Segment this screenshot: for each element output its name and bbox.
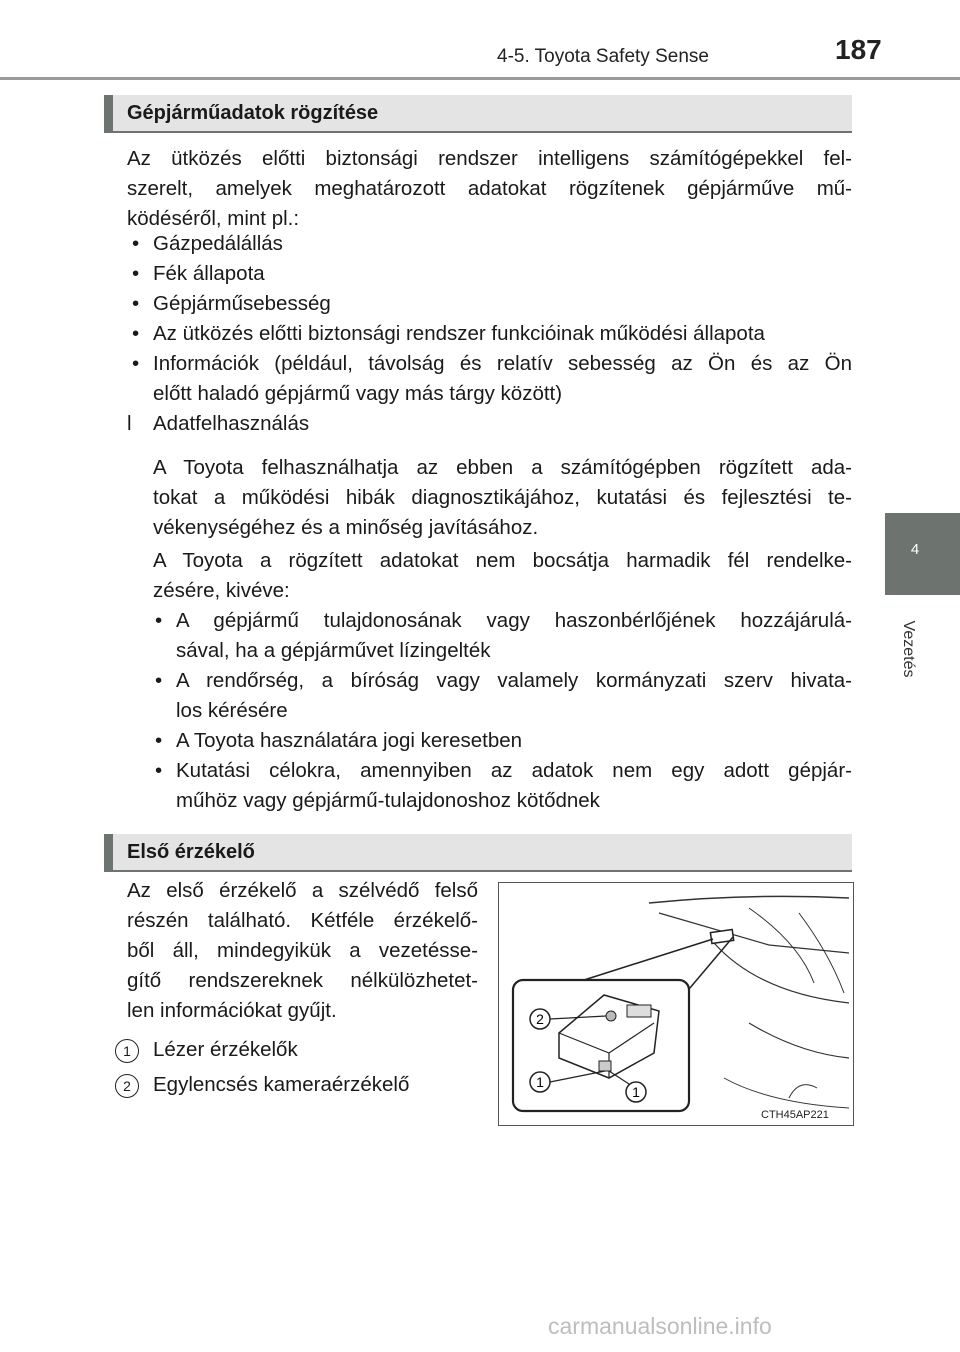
list-item-text: Az ütközés előtti biztonsági rendszer funkcióinak működési állapota <box>153 322 765 345</box>
section-title: Első érzékelő <box>127 841 255 863</box>
section2-text <box>127 876 478 1026</box>
list-item <box>132 319 852 349</box>
page-number: 187 <box>835 34 882 65</box>
list-item-text: A Toyota használatára jogi keresetben <box>176 729 523 752</box>
bullet-icon: • <box>132 292 140 315</box>
figure-callout: 2 <box>536 1011 544 1027</box>
list-item <box>155 756 852 816</box>
windshield-sensor-illustration <box>499 883 853 1125</box>
watermark: carmanualsonline.info <box>548 1313 772 1339</box>
list-item-text: Gázpedálállás <box>153 232 283 255</box>
figure-callout: 1 <box>632 1084 640 1100</box>
item-monocular-camera: Egylencsés kameraérzékelő <box>153 1073 410 1096</box>
list-item-text: Gépjárműsebesség <box>153 292 331 315</box>
header-rule <box>0 77 960 80</box>
text-line: tokat a működési hibák diagnosztikájához, kutatási és fejlesztési te- <box>153 486 852 509</box>
text-line: zésére, kivéve: <box>153 579 290 602</box>
list-item-text: Fék állapota <box>153 262 265 285</box>
text-line: ből áll, mindegyikük a vezetésse- <box>127 939 478 962</box>
list-item-text: los kérésére <box>176 699 288 722</box>
list-item <box>155 666 852 726</box>
list-item-text: A gépjármű tulajdonosának vagy haszonbérlőjének hozzájárulá- <box>176 609 852 632</box>
section-underline <box>104 870 852 872</box>
chapter-tab <box>885 513 960 595</box>
bullet-icon: • <box>132 262 140 285</box>
chapter-number: 4 <box>910 541 920 558</box>
section-marker <box>104 834 113 870</box>
list-item-text: előtt haladó gépjármű vagy más tárgy között) <box>153 382 563 405</box>
paragraph-usage <box>153 453 852 543</box>
bullet-icon: • <box>155 729 163 752</box>
chapter-label: Vezetés <box>900 620 917 678</box>
text-line: Az ütközés előtti biztonsági rendszer intelligens számítógépekkel fel- <box>127 147 852 170</box>
figure-callout: 1 <box>536 1074 544 1090</box>
list-item <box>155 726 852 756</box>
text-line: szerelt, amelyek meghatározott adatokat rögzítenek gépjárműve mű- <box>127 177 852 200</box>
section-heading-front-sensor <box>104 834 852 870</box>
text-line: len információkat gyűjt. <box>127 999 337 1022</box>
subheading-data-usage: Adatfelhasználás <box>153 412 310 435</box>
bullet-icon: • <box>155 669 163 692</box>
bullet-icon: • <box>132 352 140 375</box>
section-underline <box>104 131 852 133</box>
text-line: részén található. Kétféle érzékelő- <box>127 909 478 932</box>
list-item <box>132 259 852 289</box>
section-title: Gépjárműadatok rögzítése <box>127 102 379 124</box>
bullet-icon: • <box>132 232 140 255</box>
text-line: A Toyota felhasználhatja az ebben a számítógépben rögzített ada- <box>153 456 852 479</box>
section-marker <box>104 95 113 131</box>
text-line: ködéséről, mint pl.: <box>127 207 300 230</box>
text-line: Az első érzékelő a szélvédő felső <box>127 879 478 902</box>
list-item <box>155 606 852 666</box>
list-item-text: Információk (például, távolság és relatív sebesség az Ön és az Ön <box>153 352 852 375</box>
bullet-icon: • <box>132 322 140 345</box>
paragraph-disclosure <box>153 546 852 606</box>
text-line: gítő rendszereknek nélkülözhetet- <box>127 969 478 992</box>
list-item-text: Kutatási célokra, amennyiben az adatok nem egy adott gépjár- <box>176 759 852 782</box>
callout-number: 1 <box>115 1039 139 1063</box>
header-section-title: 4-5. Toyota Safety Sense <box>497 46 709 67</box>
list-item-text: A rendőrség, a bíróság vagy valamely kormányzati szerv hivata- <box>176 669 852 692</box>
bullet-icon: • <box>155 759 163 782</box>
list-item <box>132 289 852 319</box>
list-item-text: műhöz vagy gépjármű-tulajdonoshoz kötődnek <box>176 789 600 812</box>
figure-code: CTH45AP221 <box>761 1109 829 1121</box>
list-item <box>132 229 852 259</box>
item-laser-sensors: Lézer érzékelők <box>153 1038 298 1061</box>
list-item <box>132 349 852 409</box>
subheading-marker: l <box>127 412 132 435</box>
bullet-icon: • <box>155 609 163 632</box>
text-line: vékenységéhez és a minőség javításához. <box>153 516 539 539</box>
list-item-text: sával, ha a gépjárművet lízingelték <box>176 639 491 662</box>
section1-intro <box>127 144 852 234</box>
section-heading-data-recording <box>104 95 852 131</box>
sensor-figure <box>498 882 854 1126</box>
callout-number: 2 <box>115 1074 139 1098</box>
text-line: A Toyota a rögzített adatokat nem bocsátja harmadik fél rendelke- <box>153 549 852 572</box>
